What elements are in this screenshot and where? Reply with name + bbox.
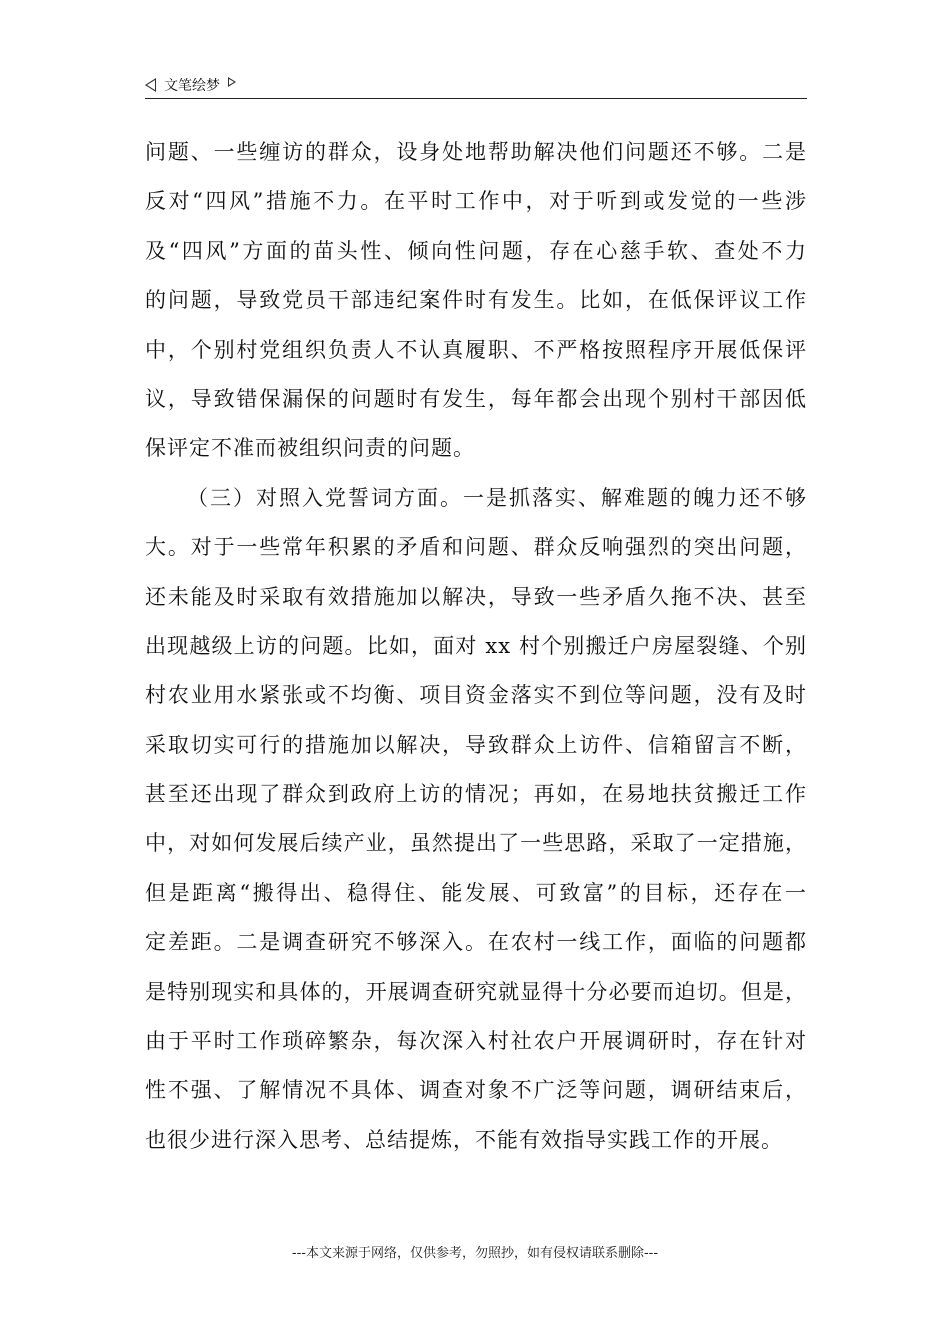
triangle-right-icon xyxy=(228,77,236,87)
section-heading-line: （三）对照入党誓词方面。一是抓落实、解难题的魄力还不够 xyxy=(187,485,807,510)
body-line: 保评定不准而被组织问责的问题。 xyxy=(145,436,475,461)
body-line: 议，导致错保漏保的问题时有发生，每年都会出现个别村干部因低 xyxy=(145,386,807,411)
body-line: 大。对于一些常年积累的矛盾和问题、群众反响强烈的突出问题， xyxy=(145,535,807,560)
page-header xyxy=(145,72,807,99)
body-line: 定差距。二是调查研究不够深入。在农村一线工作，面临的问题都 xyxy=(145,930,807,955)
body-line: 但是距离“搬得出、稳得住、能发展、可致富”的目标，还存在一 xyxy=(145,880,807,905)
body-line: 采取切实可行的措施加以解决，导致群众上访件、信箱留言不断， xyxy=(145,732,807,757)
document-body xyxy=(145,132,807,1169)
body-line: 由于平时工作琐碎繁杂，每次深入村社农户开展调研时，存在针对 xyxy=(145,1029,807,1054)
body-line: 甚至还出现了群众到政府上访的情况；再如，在易地扶贫搬迁工作 xyxy=(145,782,807,807)
body-line: 村农业用水紧张或不均衡、项目资金落实不到位等问题，没有及时 xyxy=(145,683,807,708)
body-line: 中，对如何发展后续产业，虽然提出了一些思路，采取了一定措施， xyxy=(145,831,807,856)
body-line: 出现越级上访的问题。比如，面对 xx 村个别搬迁户房屋裂缝、个别 xyxy=(145,633,807,658)
body-line: 还未能及时采取有效措施加以解决，导致一些矛盾久拖不决、甚至 xyxy=(145,584,807,609)
body-line: 及“四风”方面的苗头性、倾向性问题，存在心慈手软、查处不力 xyxy=(145,238,807,263)
body-line: 是特别现实和具体的，开展调查研究就显得十分必要而迫切。但是， xyxy=(145,979,807,1004)
triangle-left-icon xyxy=(145,78,156,92)
body-line: 反对“四风”措施不力。在平时工作中，对于听到或发觉的一些涉 xyxy=(145,189,807,214)
body-line: 问题、一些缠访的群众，设身处地帮助解决他们问题还不够。二是 xyxy=(145,140,807,164)
body-line: 性不强、了解情况不具体、调查对象不广泛等问题，调研结束后， xyxy=(145,1078,807,1103)
footer-disclaimer: ---本文来源于网络，仅供参考，勿照抄，如有侵权请联系删除--- xyxy=(291,1246,659,1261)
body-line: 中，个别村党组织负责人不认真履职、不严格按照程序开展低保评 xyxy=(145,337,807,362)
body-line: 也很少进行深入思考、总结提炼，不能有效指导实践工作的开展。 xyxy=(145,1127,783,1152)
header-title: 文笔绘梦 xyxy=(164,78,220,94)
body-line: 的问题，导致党员干部违纪案件时有发生。比如，在低保评议工作 xyxy=(145,288,807,313)
